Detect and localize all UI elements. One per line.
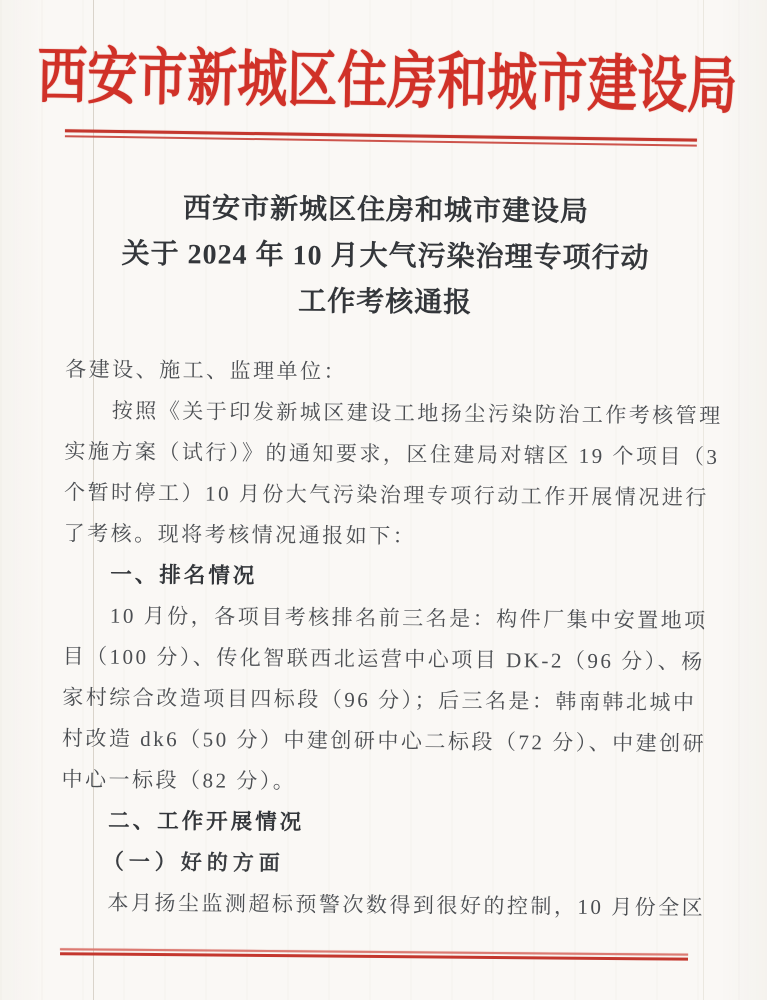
letterhead-title bbox=[3, 34, 767, 121]
body-line: 10 月份，各项目考核排名前三名是：构件厂集中安置地项 bbox=[109, 603, 708, 633]
body-line: 了考核。现将考核情况通报如下： bbox=[63, 521, 417, 549]
letterhead-title-text: 西安市新城区住房和城市建设局 bbox=[36, 41, 738, 121]
document-title bbox=[2, 185, 767, 330]
body-line: 中心一标段（82 分）。 bbox=[61, 767, 297, 794]
section-heading-2: 二、工作开展情况 bbox=[108, 808, 305, 835]
body-line: 村改造 dk6（50 分）中建创研中心二标段（72 分）、中建创研 bbox=[61, 726, 707, 756]
letterhead-double-rule bbox=[65, 129, 697, 146]
document-title-line-2: 关于 2024 年 10 月大气污染治理专项行动 bbox=[121, 238, 650, 275]
document-title-line-1: 西安市新城区住房和城市建设局 bbox=[182, 193, 590, 228]
body-line: 个暂时停工）10 月份大气污染治理专项行动工作开展情况进行 bbox=[63, 480, 709, 510]
body-line: 目（100 分）、传化智联西北运营中心项目 DK-2（96 分）、杨 bbox=[62, 644, 705, 674]
letterhead-block bbox=[5, 0, 767, 121]
document-page bbox=[4, 0, 767, 920]
body-line: 家村综合改造项目四标段（96 分）；后三名是：韩南韩北城中 bbox=[62, 685, 697, 715]
body-line: 实施方案（试行）》的通知要求，区住建局对辖区 19 个项目（3 bbox=[64, 439, 720, 469]
section-heading-1: 一、排名情况 bbox=[110, 562, 258, 588]
salutation-line: 各建设、施工、监理单位： bbox=[65, 357, 348, 384]
body-line: 本月扬尘监测超标预警次数得到很好的控制，10 月份全区 bbox=[107, 890, 706, 920]
document-title-line-3: 工作考核通报 bbox=[298, 286, 473, 319]
footer-double-rule bbox=[60, 948, 688, 960]
subsection-heading-1: （一）好的方面 bbox=[102, 849, 285, 876]
body-line: 按照《关于印发新城区建设工地扬尘污染防治工作考核管理 bbox=[111, 398, 723, 428]
document-body bbox=[60, 349, 723, 929]
